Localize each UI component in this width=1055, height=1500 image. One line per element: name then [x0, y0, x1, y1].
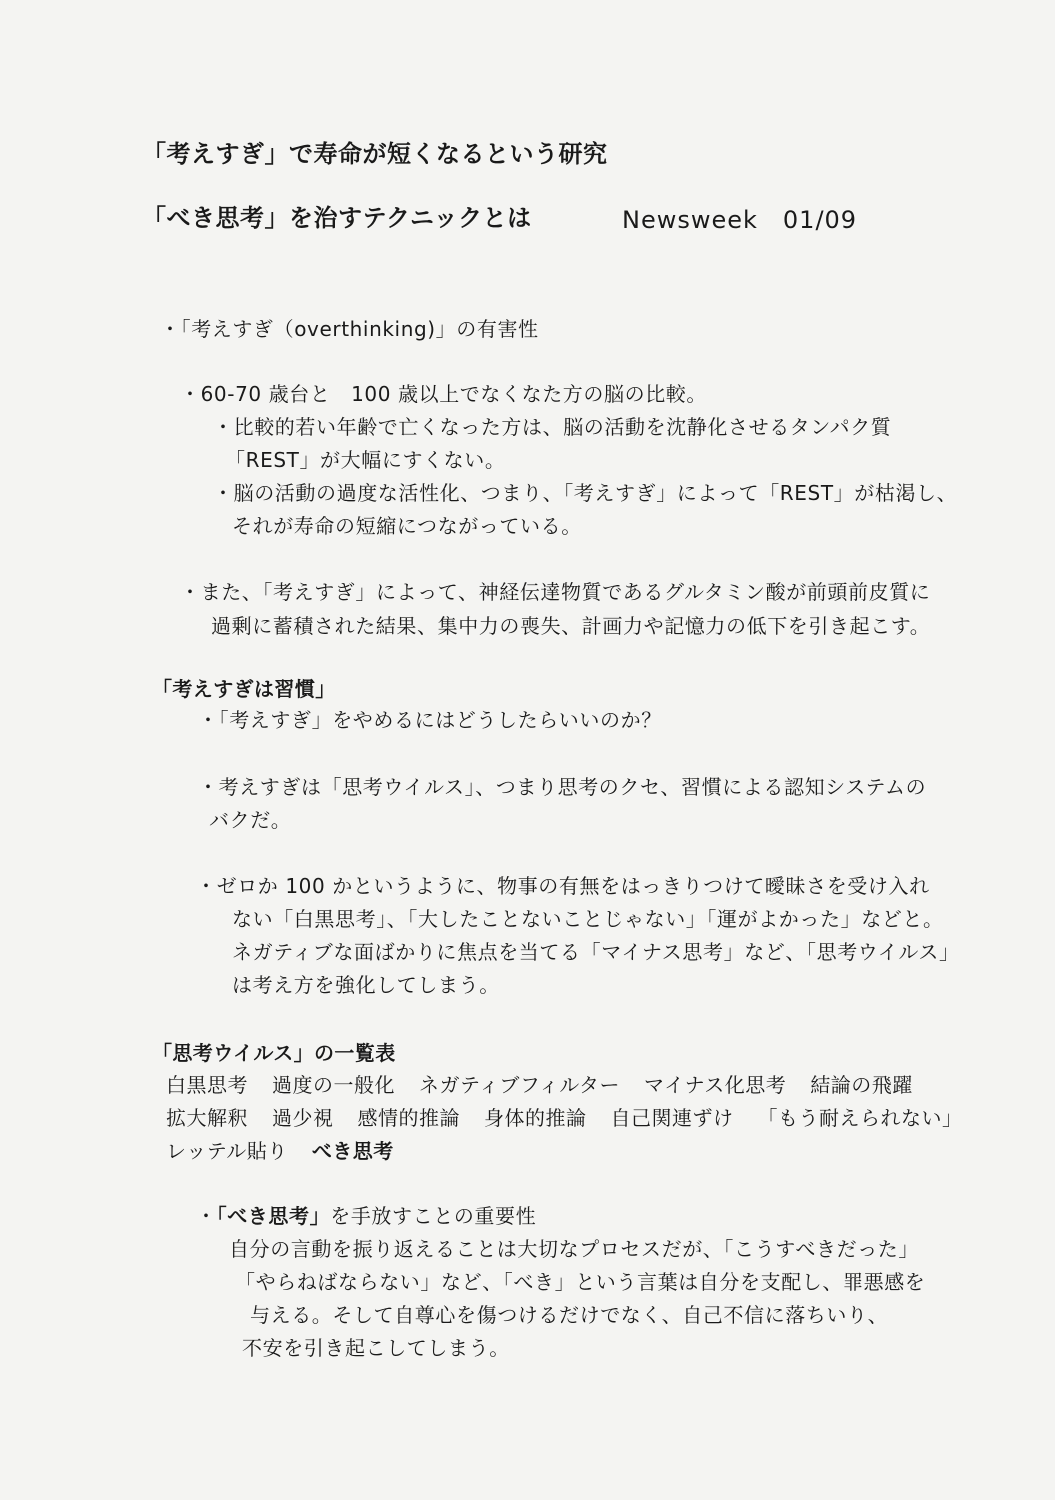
- virus-item: マイナス化思考: [644, 1073, 787, 1097]
- title-line-2: 「べき思考」を治すテクニックとは: [142, 204, 532, 232]
- title-line-1: 「考えすぎ」で寿命が短くなるという研究: [142, 140, 608, 168]
- virus-item: 過度の一般化: [272, 1073, 395, 1097]
- virus-item: 白黒思考: [166, 1073, 248, 1097]
- virus-item: 自己関連ずけ: [610, 1106, 734, 1130]
- glutamate-line-1: ・また、「考えすぎ」によって、神経伝達物質であるグルタミン酸が前頭前皮質に: [180, 580, 931, 604]
- virus-item: 身体的推論: [484, 1106, 587, 1130]
- virus-list-row-1: [166, 1069, 937, 1098]
- should-thinking-line-3: 与える。そして自尊心を傷つけるだけでなく、自己不信に落ちいり、: [250, 1303, 889, 1327]
- should-thinking-bullet: ・「べき思考」を手放すことの重要性: [196, 1204, 537, 1228]
- virus-item: 感情的推論: [357, 1106, 460, 1130]
- virus-bullet-line-2: バクだ。: [209, 808, 292, 832]
- virus-item-should-thinking: べき思考: [311, 1139, 394, 1163]
- sub-bullet-1-line-2: 「REST」が大幅にすくない。: [225, 448, 506, 472]
- virus-item: 過少視: [272, 1106, 334, 1130]
- virus-item: 拡大解釈: [166, 1106, 248, 1130]
- sub-bullet-2-line-1: ・脳の活動の過度な活性化、つまり、「考えすぎ」によって「REST」が枯渇し、: [213, 481, 958, 505]
- virus-item: ネガティブフィルター: [419, 1073, 620, 1097]
- virus-list-row-3: [166, 1135, 418, 1164]
- sub-bullet-2-line-2: それが寿命の短縮につながっている。: [232, 514, 582, 538]
- question-bullet: ・「考えすぎ」をやめるにはどうしたらいいのか？: [198, 708, 662, 732]
- zero-hundred-line-3: ネガティブな面ばかりに焦点を当てる「マイナス思考」など、「思考ウイルス」: [232, 940, 960, 964]
- study-bullet: ・60-70 歳台と 100 歳以上でなくなた方の脳の比較。: [180, 382, 708, 406]
- virus-item: レッテル貼り: [166, 1139, 288, 1163]
- habit-heading: 「考えすぎは習慣」: [152, 677, 336, 701]
- should-thinking-line-4: 不安を引き起こしてしまう。: [242, 1336, 510, 1360]
- virus-item: 「もう耐えられない」: [757, 1106, 963, 1130]
- virus-list-row-2: [166, 1102, 987, 1131]
- overthinking-harm-bullet: ・「考えすぎ（overthinking)」の有害性: [160, 317, 539, 341]
- virus-item: 結論の飛躍: [810, 1073, 913, 1097]
- zero-hundred-line-2: ない「白黒思考」、「大したことないことじゃない」「運がよかった」などと。: [232, 907, 944, 931]
- should-thinking-line-1: 自分の言動を振り返えることは大切なプロセスだが、「こうすべきだった」: [229, 1237, 919, 1261]
- virus-list-heading: 「思考ウイルス」の一覧表: [152, 1041, 396, 1065]
- zero-hundred-line-1: ・ゼロか 100 かというように、物事の有無をはっきりつけて曖昧さを受け入れ: [196, 874, 930, 898]
- source-label: Newsweek 01/09: [622, 206, 858, 234]
- virus-bullet-line-1: ・考えすぎは「思考ウイルス」、つまり思考のクセ、習慣による認知システムの: [198, 775, 927, 799]
- sub-bullet-1-line-1: ・比較的若い年齢で亡くなった方は、脳の活動を沈静化させるタンパク質: [213, 415, 892, 439]
- glutamate-line-2: 過剰に蓄積された結果、集中力の喪失、計画力や記憶力の低下を引き起こす。: [211, 614, 931, 638]
- zero-hundred-line-4: は考え方を強化してしまう。: [232, 973, 500, 997]
- should-thinking-line-2: 「やらねばならない」など、「べき」という言葉は自分を支配し、罪悪感を: [235, 1270, 926, 1294]
- should-thinking-label: 「べき思考」: [216, 1204, 331, 1228]
